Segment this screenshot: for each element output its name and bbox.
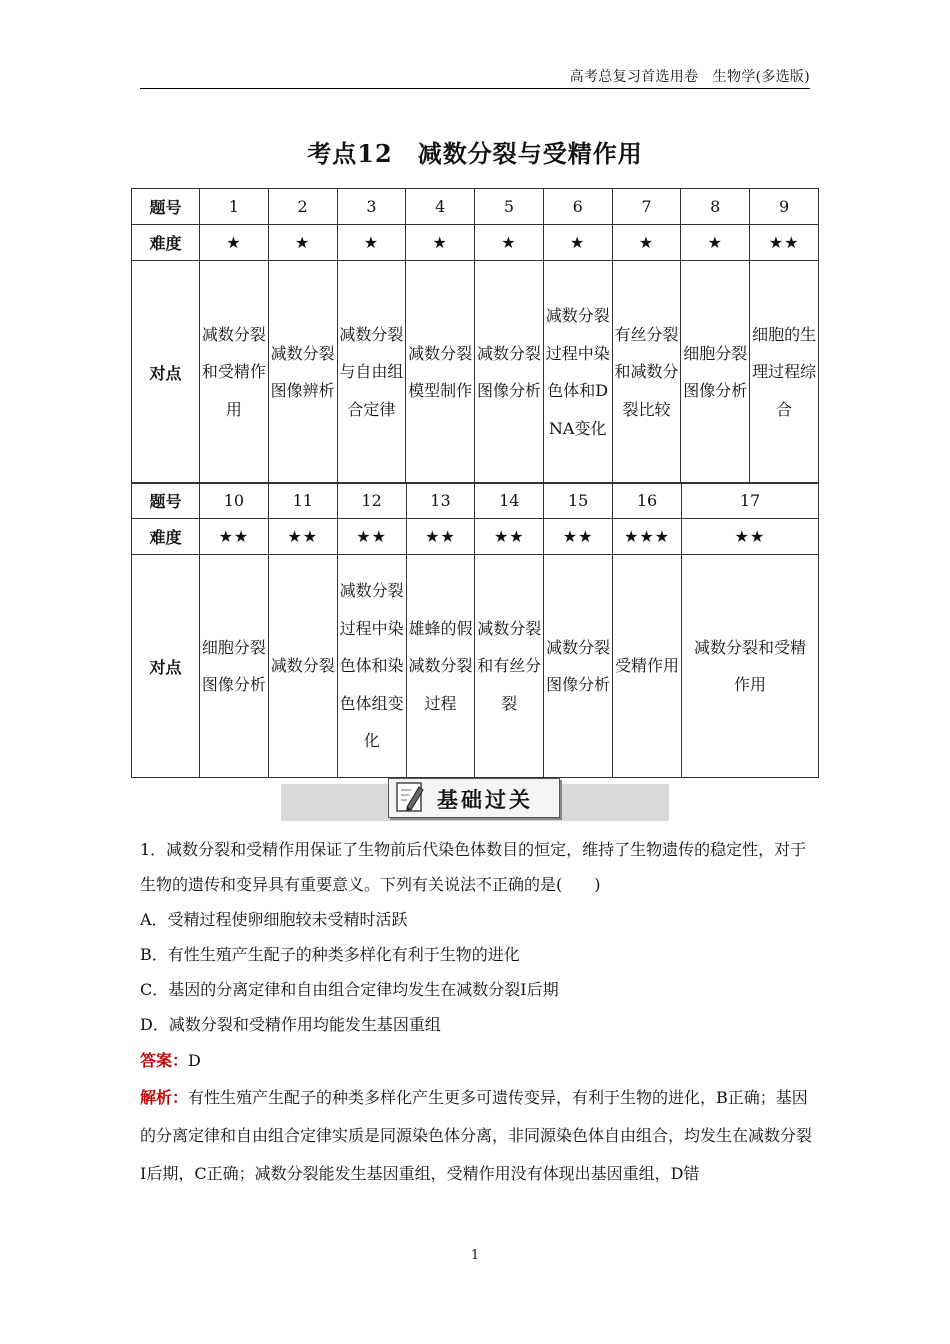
- number-cell: 9: [750, 189, 819, 225]
- point-cell: [544, 555, 613, 778]
- point-text: 细胞的生理过程综合: [752, 324, 817, 419]
- answer-label: 答案：: [140, 1051, 189, 1070]
- label-point: 对点: [132, 555, 200, 778]
- number-cell: 16: [613, 483, 682, 519]
- point-text: 减数分裂和有丝分裂: [477, 618, 542, 713]
- number-cell: 14: [475, 483, 544, 519]
- table-row-number: [132, 189, 819, 225]
- label-point: 对点: [132, 261, 200, 484]
- difficulty-stars: ★: [200, 225, 269, 261]
- number-cell: 5: [475, 189, 544, 225]
- pencil-icon: [395, 781, 425, 813]
- option-b: B．有性生殖产生配子的种类多样化有利于生物的进化: [140, 945, 520, 964]
- point-cell: [681, 261, 750, 484]
- difficulty-table-2: [131, 482, 819, 778]
- point-cell: [406, 555, 475, 778]
- number-cell: 11: [268, 483, 337, 519]
- number-cell: 1: [200, 189, 269, 225]
- point-cell: [200, 261, 269, 484]
- point-text: 受精作用: [615, 656, 680, 676]
- difficulty-stars: ★★: [750, 225, 819, 261]
- point-text: 减数分裂和受精作用: [693, 637, 806, 694]
- point-text: 减数分裂图像分析: [476, 343, 541, 400]
- difficulty-stars: ★: [475, 225, 544, 261]
- number-cell: 3: [337, 189, 406, 225]
- point-cell: [543, 261, 612, 484]
- difficulty-stars: ★★: [682, 519, 819, 555]
- number-cell: 10: [200, 483, 269, 519]
- difficulty-table-1: [131, 188, 819, 484]
- point-text: 减数分裂图像分析: [546, 637, 611, 694]
- number-cell: 4: [406, 189, 475, 225]
- header-rule: [140, 88, 810, 89]
- section-banner: [388, 778, 560, 818]
- difficulty-stars: ★★: [337, 519, 406, 555]
- answer-line: [140, 1043, 812, 1078]
- point-text: 减数分裂与自由组合定律: [339, 324, 404, 419]
- option-c: C．基因的分离定律和自由组合定律均发生在减数分裂Ⅰ后期: [140, 980, 559, 999]
- point-cell: [268, 261, 337, 484]
- table-row-difficulty: [132, 225, 819, 261]
- difficulty-stars: ★★★: [613, 519, 682, 555]
- label-difficulty: 难度: [132, 225, 200, 261]
- point-text: 细胞分裂图像分析: [683, 343, 748, 400]
- table-row-difficulty: [132, 519, 819, 555]
- point-text: 减数分裂过程中染色体和染色体组变化: [339, 581, 404, 751]
- label-difficulty: 难度: [132, 519, 200, 555]
- point-text: 减数分裂: [270, 656, 335, 676]
- analysis-label: 解析：: [140, 1088, 189, 1107]
- difficulty-stars: ★: [612, 225, 681, 261]
- page-title: 考点12 减数分裂与受精作用: [307, 139, 643, 168]
- difficulty-stars: ★★: [544, 519, 613, 555]
- difficulty-stars: ★: [406, 225, 475, 261]
- point-text: 有丝分裂和减数分裂比较: [614, 324, 679, 419]
- number-cell: 8: [681, 189, 750, 225]
- point-text: 细胞分裂图像分析: [201, 637, 266, 694]
- label-number: 题号: [132, 189, 200, 225]
- table-row-point: [132, 261, 819, 484]
- difficulty-stars: ★★: [406, 519, 475, 555]
- answer-value: D: [188, 1051, 201, 1070]
- difficulty-stars: ★★: [268, 519, 337, 555]
- point-cell: [612, 261, 681, 484]
- point-cell: [406, 261, 475, 484]
- point-text: 减数分裂图像辨析: [270, 343, 335, 400]
- table-row-number: [132, 483, 819, 519]
- option-d: D．减数分裂和受精作用均能发生基因重组: [140, 1015, 441, 1034]
- point-cell: [475, 261, 544, 484]
- question-stem: 1．减数分裂和受精作用保证了生物前后代染色体数目的恒定，维持了生物遗传的稳定性，对于生物的遗传和变异具有重要意义。下列有关说法不正确的是( ): [140, 840, 807, 894]
- point-cell: [337, 261, 406, 484]
- section-title: 基础过关: [437, 788, 533, 812]
- difficulty-stars: ★★: [200, 519, 269, 555]
- number-cell: 12: [337, 483, 406, 519]
- point-cell: [200, 555, 269, 778]
- point-cell: [475, 555, 544, 778]
- difficulty-stars: ★: [337, 225, 406, 261]
- number-cell: 17: [682, 483, 819, 519]
- analysis-text: 有性生殖产生配子的种类多样化产生更多可遗传变异，有利于生物的进化，B正确；基因的分离定律和自由组合定律实质是同源染色体分离，非同源染色体自由组合，均发生在减数分裂Ⅰ后期，C正确；减数分裂能发生基因重组，受精作用没有体现出基因重组，D错: [140, 1088, 813, 1183]
- point-text: 减数分裂过程中染色体和DNA变化: [545, 306, 610, 438]
- label-number: 题号: [132, 483, 200, 519]
- running-header: 高考总复习首选用卷 生物学(多选版): [569, 69, 810, 85]
- number-cell: 2: [268, 189, 337, 225]
- point-cell: [337, 555, 406, 778]
- number-cell: 6: [543, 189, 612, 225]
- difficulty-stars: ★: [543, 225, 612, 261]
- point-text: 减数分裂和受精作用: [201, 324, 266, 419]
- number-cell: 13: [406, 483, 475, 519]
- analysis-block: [140, 1079, 812, 1193]
- difficulty-stars: ★: [268, 225, 337, 261]
- difficulty-stars: ★★: [475, 519, 544, 555]
- point-cell: [682, 555, 819, 778]
- option-a: A．受精过程使卵细胞较未受精时活跃: [140, 910, 408, 929]
- number-cell: 15: [544, 483, 613, 519]
- point-cell: [750, 261, 819, 484]
- page-number: 1: [470, 1248, 480, 1263]
- point-text: 雄蜂的假减数分裂过程: [408, 618, 473, 713]
- difficulty-stars: ★: [681, 225, 750, 261]
- number-cell: 7: [612, 189, 681, 225]
- table-row-point: [132, 555, 819, 778]
- point-cell: [613, 555, 682, 778]
- point-text: 减数分裂模型制作: [408, 343, 473, 400]
- point-cell: [268, 555, 337, 778]
